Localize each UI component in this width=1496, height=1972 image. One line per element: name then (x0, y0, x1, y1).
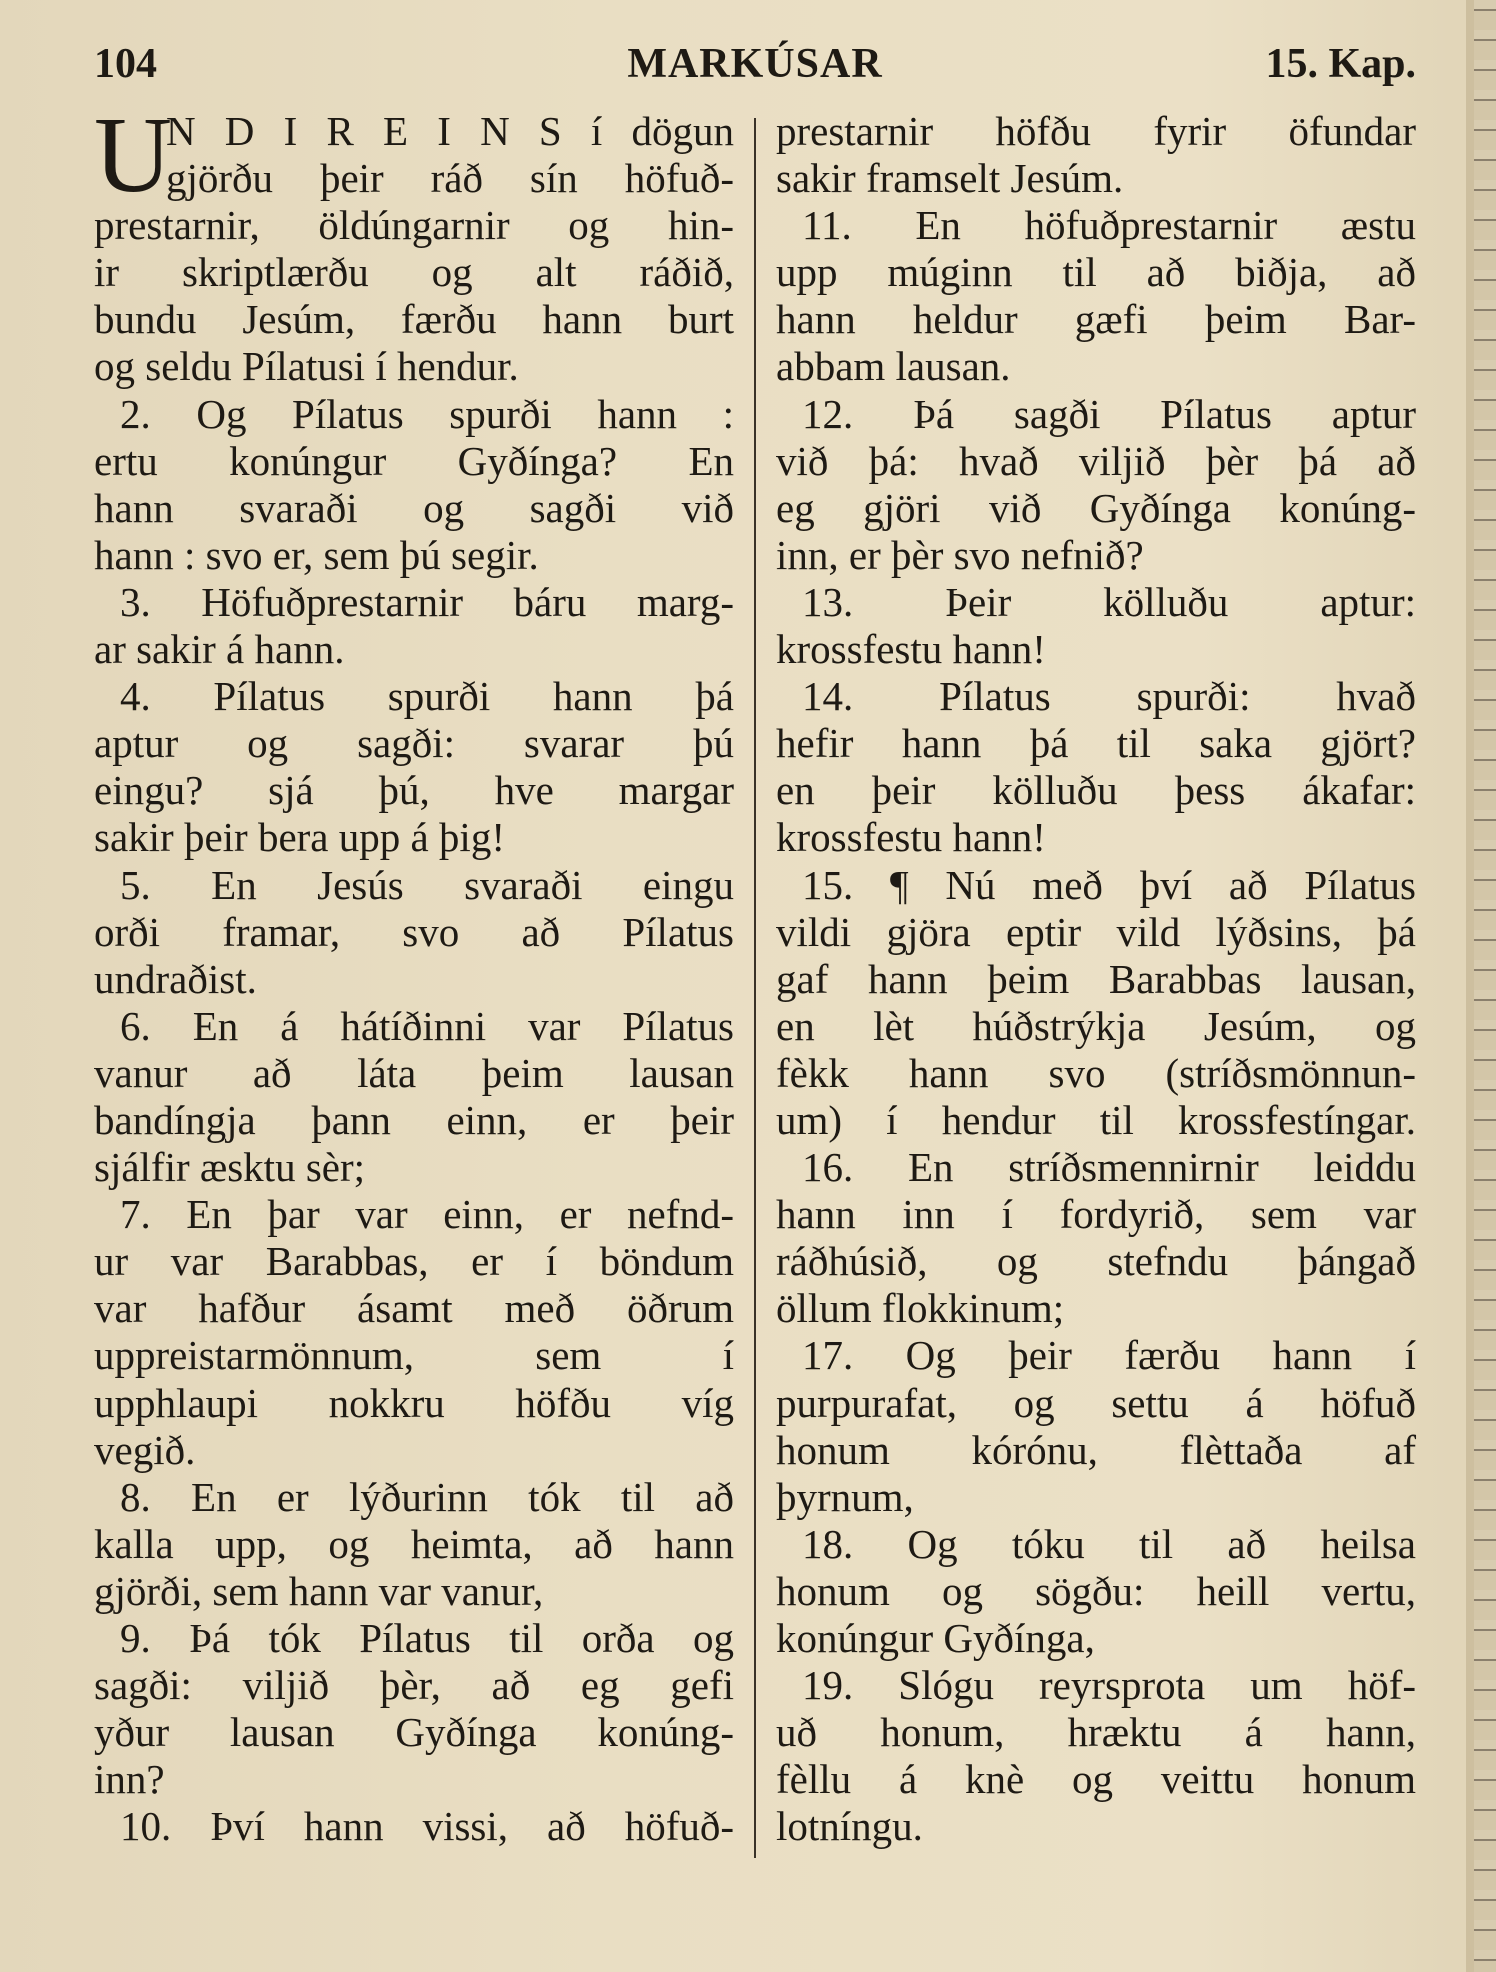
text-line: sjálfir æsktu sèr; (94, 1144, 366, 1191)
book-binding-edge (1474, 0, 1496, 1972)
text-line: abbam lausan. (776, 343, 1011, 390)
chapter-label: 15. Kap. (1265, 41, 1416, 87)
text-line: upp múginn til að biðja, að (776, 249, 1416, 296)
text-line: vanur að láta þeim lausan (94, 1049, 734, 1096)
text-line: gjörðu þeir ráð sín höfuð- (166, 155, 734, 202)
text-line: prestarnir höfðu fyrir öfundar (776, 108, 1416, 154)
text-line: hann svaraði og sagði við (94, 484, 734, 531)
text-line: 15. ¶ Nú með því að Pílatus (802, 861, 1416, 908)
text-line: 6. En á hátíðinni var Pílatus (120, 1002, 734, 1049)
text-line: undraðist. (94, 955, 257, 1002)
text-line: prestarnir, öldúngarnir og hin- (94, 202, 734, 249)
text-line: sagði: viljið þèr, að eg gefi (94, 1662, 734, 1709)
text-line: ertu konúngur Gyðínga? En (94, 437, 734, 484)
text-line: N D I R E I N S í dögun (166, 108, 734, 154)
text-line: ráðhúsið, og stefndu þángað (776, 1238, 1416, 1285)
text-line: fèllu á knè og veittu honum (776, 1756, 1416, 1803)
text-line: við þá: hvað viljið þèr þá að (776, 437, 1416, 484)
text-line: honum kórónu, flèttaða af (776, 1426, 1416, 1473)
text-line: hefir hann þá til saka gjört? (776, 720, 1416, 767)
text-line: ur var Barabbas, er í böndum (94, 1238, 734, 1285)
text-line: 9. Þá tók Pílatus til orða og (120, 1615, 734, 1661)
text-line: 2. Og Pílatus spurði hann : (120, 390, 734, 437)
text-line: en lèt húðstrýkja Jesúm, og (776, 1002, 1416, 1049)
text-line: 16. En stríðsmennirnir leiddu (802, 1144, 1416, 1191)
text-line: honum og sögðu: heill vertu, (776, 1567, 1416, 1614)
text-line: inn? (94, 1756, 165, 1803)
text-line: uð honum, hræktu á hann, (776, 1709, 1416, 1756)
text-line: var hafður ásamt með öðrum (94, 1285, 734, 1332)
text-line: bandíngja þann einn, er þeir (94, 1096, 734, 1143)
text-line: uppreistarmönnum, sem í (94, 1332, 734, 1379)
right-text-column (776, 108, 1416, 1850)
left-text-column (94, 96, 734, 1850)
text-line: 10. Því hann vissi, að höfuð- (120, 1803, 734, 1850)
text-line: eingu? sjá þú, hve margar (94, 767, 734, 814)
adjacent-page-edge (1466, 0, 1474, 1972)
text-line: vildi gjöra eptir vild lýðsins, þá (776, 908, 1416, 955)
drop-cap: U (94, 96, 172, 215)
text-line: 18. Og tóku til að heilsa (802, 1520, 1416, 1567)
text-line: ar sakir á hann. (94, 626, 345, 673)
text-line: þyrnum, (776, 1473, 914, 1520)
text-line: 17. Og þeir færðu hann í (802, 1332, 1416, 1379)
text-line: gaf hann þeim Barabbas lausan, (776, 955, 1416, 1002)
column-divider (754, 118, 756, 1858)
text-line: krossfestu hann! (776, 626, 1046, 673)
text-line: bundu Jesúm, færðu hann burt (94, 296, 734, 343)
text-line: um) í hendur til krossfestíngar. (776, 1096, 1416, 1143)
text-line: 13. Þeir kölluðu aptur: (802, 578, 1416, 625)
text-line: orði framar, svo að Pílatus (94, 908, 734, 955)
text-line: gjörði, sem hann var vanur, (94, 1567, 544, 1614)
text-line: purpurafat, og settu á höfuð (776, 1379, 1416, 1426)
text-line: kalla upp, og heimta, að hann (94, 1520, 734, 1567)
text-line: 4. Pílatus spurði hann þá (120, 673, 734, 720)
text-line: konúngur Gyðínga, (776, 1615, 1095, 1661)
running-header (94, 40, 1416, 90)
text-line: hann : svo er, sem þú segir. (94, 531, 539, 578)
text-line: 7. En þar var einn, er nefnd- (120, 1191, 734, 1238)
text-line: yður lausan Gyðínga konúng- (94, 1709, 734, 1756)
text-line: sakir þeir bera upp á þig! (94, 814, 505, 861)
text-line: 3. Höfuðprestarnir báru marg- (120, 578, 734, 625)
text-line: lotníngu. (776, 1803, 923, 1850)
text-line: 11. En höfuðprestarnir æstu (802, 202, 1416, 249)
text-line: krossfestu hann! (776, 814, 1046, 861)
text-line: 12. Þá sagði Pílatus aptur (802, 390, 1416, 437)
text-line: hann inn í fordyrið, sem var (776, 1191, 1416, 1238)
book-title: MARKÚSAR (627, 41, 883, 87)
text-line: upphlaupi nokkru höfðu víg (94, 1379, 734, 1426)
text-line: eg gjöri við Gyðínga konúng- (776, 484, 1416, 531)
text-line: 5. En Jesús svaraði eingu (120, 861, 734, 908)
page-number: 104 (94, 41, 157, 87)
text-line: hann heldur gæfi þeim Bar- (776, 296, 1416, 343)
text-line: og seldu Pílatusi í hendur. (94, 343, 519, 390)
text-line: 14. Pílatus spurði: hvað (802, 673, 1416, 720)
text-line: fèkk hann svo (stríðsmönnun- (776, 1049, 1416, 1096)
text-line: öllum flokkinum; (776, 1285, 1065, 1332)
text-line: 8. En er lýðurinn tók til að (120, 1473, 734, 1520)
text-line: 19. Slógu reyrsprota um höf- (802, 1662, 1416, 1709)
text-line: ir skriptlærðu og alt ráðið, (94, 249, 734, 296)
text-line: vegið. (94, 1426, 196, 1473)
text-line: en þeir kölluðu þess ákafar: (776, 767, 1416, 814)
text-line: aptur og sagði: svarar þú (94, 720, 734, 767)
text-line: inn, er þèr svo nefnið? (776, 531, 1144, 578)
text-line: sakir framselt Jesúm. (776, 155, 1124, 202)
